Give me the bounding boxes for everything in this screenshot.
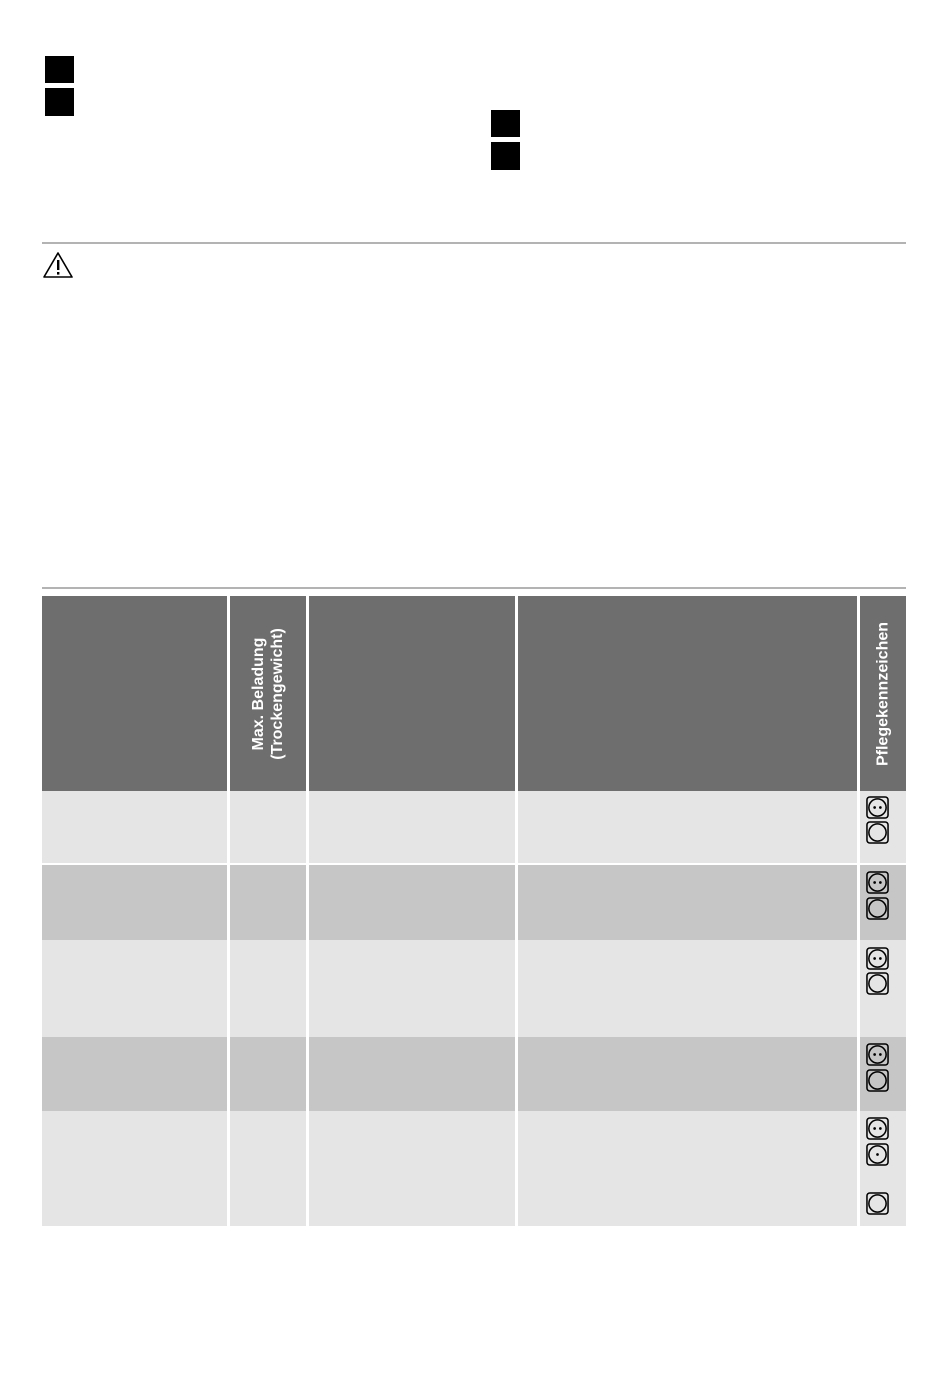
- tumble-dry-low-icon: [866, 1143, 889, 1166]
- marker-square: [491, 110, 520, 137]
- tumble-dry-normal-icon: [866, 1117, 889, 1140]
- care-label: Pflegekennzeichen: [874, 621, 892, 766]
- section-divider: [42, 242, 906, 244]
- max-load-label: [249, 628, 287, 760]
- care-symbol-cell: [860, 940, 906, 1037]
- header-cell-program: [42, 596, 227, 791]
- table-cell: [42, 1037, 227, 1111]
- marker-square: [491, 142, 520, 170]
- table-cell: [309, 940, 515, 1037]
- header-cell-3: [309, 596, 515, 791]
- max-load-line2: (Trockengewicht): [269, 627, 286, 760]
- table-cell: [42, 865, 227, 940]
- table-cell: [518, 865, 857, 940]
- table-cell: [230, 791, 306, 863]
- warning-icon: [42, 250, 74, 280]
- table-cell: [309, 865, 515, 940]
- table-cell: [42, 940, 227, 1037]
- table-cell: [230, 1111, 306, 1226]
- tumble-dry-icon: [866, 1192, 889, 1215]
- tumble-dry-normal-icon: [866, 947, 889, 970]
- tumble-dry-icon: [866, 972, 889, 995]
- table-cell: [518, 1037, 857, 1111]
- care-symbol-cell: [860, 1037, 906, 1111]
- care-symbol-cell: [860, 865, 906, 940]
- table-cell: [518, 940, 857, 1037]
- table-cell: [230, 940, 306, 1037]
- table-cell: [518, 791, 857, 863]
- section-divider: [42, 587, 906, 589]
- table-cell: [309, 1111, 515, 1226]
- table-cell: [518, 1111, 857, 1226]
- tumble-dry-normal-icon: [866, 796, 889, 819]
- table-cell: [230, 865, 306, 940]
- table-cell: [42, 1111, 227, 1226]
- tumble-dry-icon: [866, 1069, 889, 1092]
- marker-square: [45, 88, 74, 116]
- header-cell-max-load: [230, 596, 306, 791]
- tumble-dry-normal-icon: [866, 871, 889, 894]
- tumble-dry-normal-icon: [866, 1043, 889, 1066]
- care-symbol-cell: [860, 1111, 906, 1226]
- tumble-dry-icon: [866, 897, 889, 920]
- table-cell: [309, 1037, 515, 1111]
- max-load-line1: Max. Beladung: [250, 637, 267, 750]
- table-cell: [230, 1037, 306, 1111]
- table-cell: [309, 791, 515, 863]
- header-cell-4: [518, 596, 857, 791]
- tumble-dry-icon: [866, 821, 889, 844]
- table-cell: [42, 791, 227, 863]
- header-cell-care: [860, 596, 906, 791]
- program-table: [42, 596, 906, 1226]
- care-symbol-cell: [860, 791, 906, 863]
- marker-square: [45, 56, 74, 83]
